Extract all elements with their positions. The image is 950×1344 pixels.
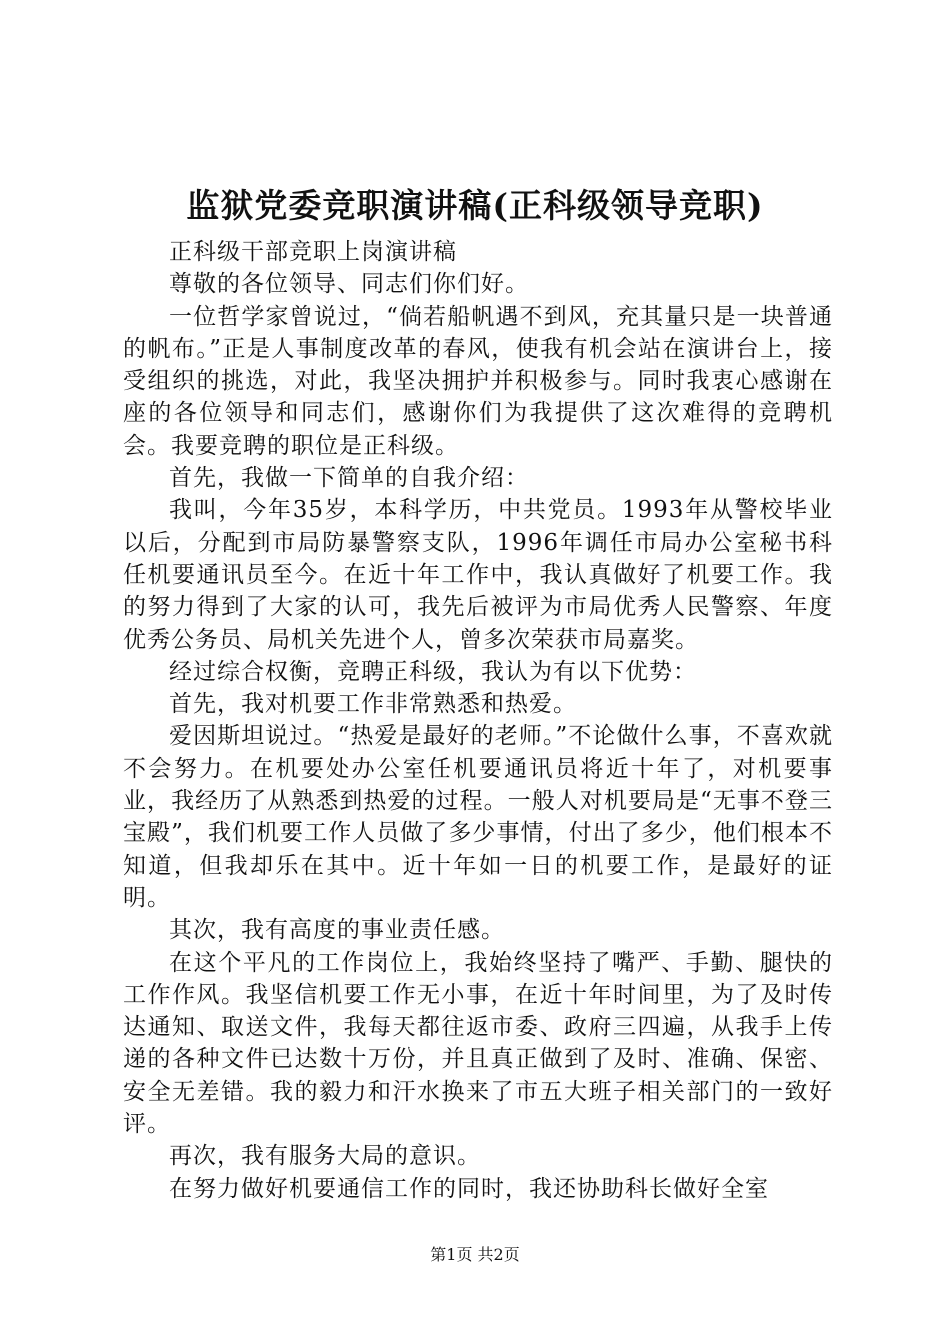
paragraph: 再次，我有服务大局的意识。 (169, 1143, 481, 1170)
paragraph: 经过综合权衡，竞聘正科级，我认为有以下优势： (169, 658, 697, 685)
paragraph: 其次，我有高度的事业责任感。 (169, 917, 505, 944)
document-body (123, 236, 833, 1205)
document-title: 监狱党委竞职演讲稿(正科级领导竞职) (186, 186, 764, 225)
paragraph: 爱因斯坦说过。“热爱是最好的老师。”不论做什么事，不喜欢就不会努力。在机要处办公室任机要通讯员将近十年了，对机要事业，我经历了从熟悉到热爱的过程。一般人对机要局是“无事不登三宝殿”，我们机要工作人员做了多少事情，付出了多少，他们根本不知道，但我却乐在其中。近十年如一日的机要工作，是最好的证明。 (123, 723, 833, 911)
paragraph: 在努力做好机要通信工作的同时，我还协助科长做好全室 (169, 1175, 769, 1202)
paragraph: 一位哲学家曾说过，“倘若船帆遇不到风，充其量只是一块普通的帆布。”正是人事制度改革的春风，使我有机会站在演讲台上，接受组织的挑选，对此，我坚决拥护并积极参与。同时我衷心感谢在座的各位领导和同志们，感谢你们为我提供了这次难得的竞聘机会。我要竞聘的职位是正科级。 (123, 303, 833, 459)
paragraph: 正科级干部竞职上岗演讲稿 (169, 239, 457, 265)
paragraph: 首先，我做一下简单的自我介绍： (169, 465, 529, 492)
paragraph: 在这个平凡的工作岗位上，我始终坚持了嘴严、手勤、腿快的工作作风。我坚信机要工作无小事，在近十年时间里，为了及时传达通知、取送文件，我每天都往返市委、政府三四遍，从我手上传递的各种文件已达数十万份，并且真正做到了及时、准确、保密、安全无差错。我的毅力和汗水换来了市五大班子相关部门的一致好评。 (123, 949, 833, 1138)
paragraph: 我叫，今年35岁，本科学历，中共党员。1993年从警校毕业以后，分配到市局防暴警察支队，1996年调任市局办公室秘书科任机要通讯员至今。在近十年工作中，我认真做好了机要工作。我的努力得到了大家的认可，我先后被评为市局优秀人民警察、年度优秀公务员、局机关先进个人，曾多次荣获市局嘉奖。 (123, 497, 833, 653)
page-number-footer: 第1页 共2页 (430, 1245, 520, 1264)
paragraph: 首先，我对机要工作非常熟悉和热爱。 (169, 691, 577, 718)
paragraph: 尊敬的各位领导、同志们你们好。 (169, 271, 529, 298)
